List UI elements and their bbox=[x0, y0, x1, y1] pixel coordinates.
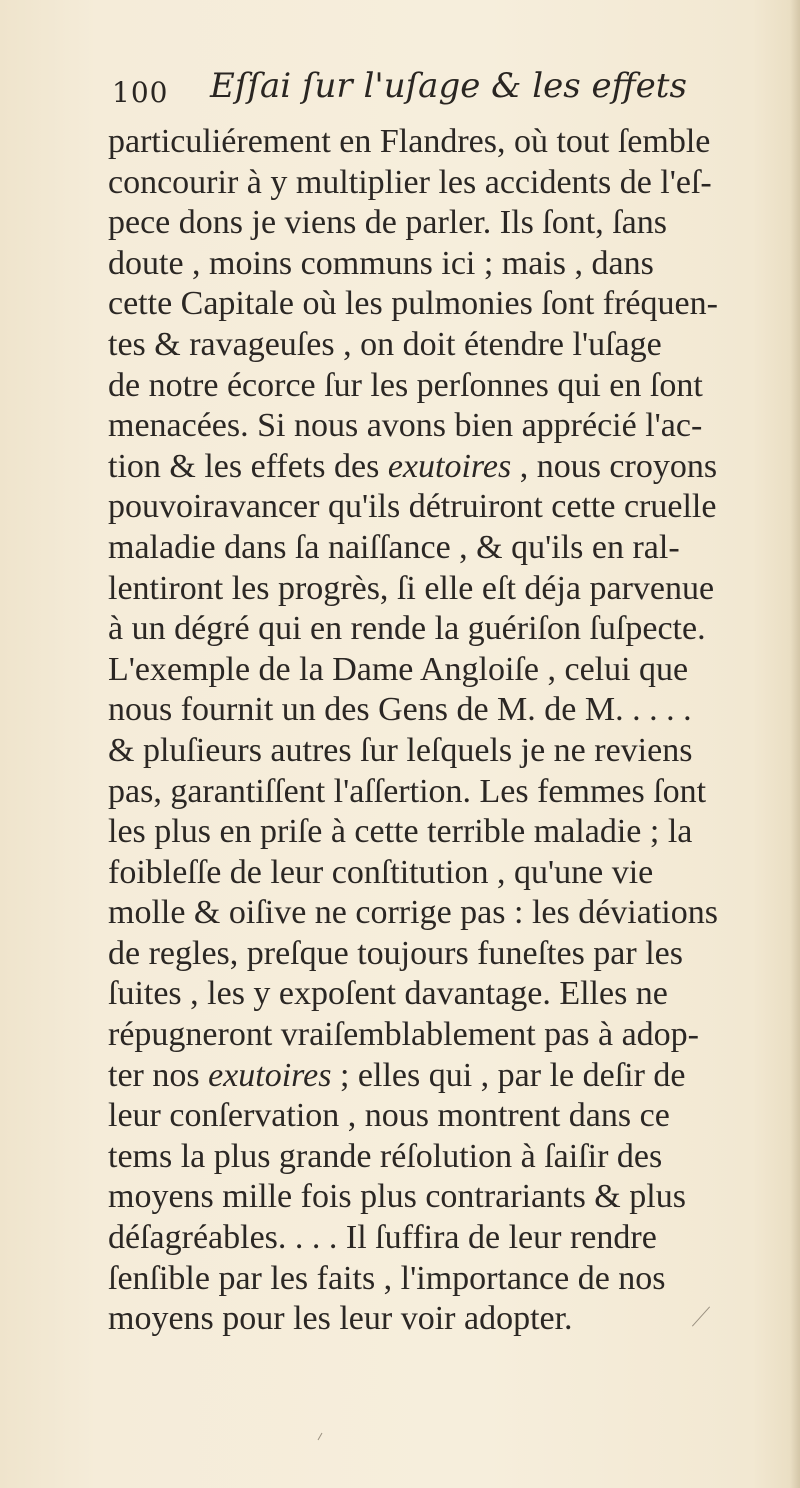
text-line: particuliérement en Flandres, où tout ſemble bbox=[108, 123, 711, 160]
text-line: menacées. Si nous avons bien apprécié l'ac- bbox=[108, 407, 703, 445]
text-line: ſenſible par les faits , l'importance de nos bbox=[108, 1259, 666, 1297]
text-line: ſuites , les y expoſent davantage. Elles ne bbox=[108, 975, 668, 1013]
running-title: Eſſai ſur l'uſage & les effets bbox=[210, 66, 687, 106]
body-text bbox=[108, 122, 788, 1340]
text-line: tems la plus grande réſolution à ſaiſir des bbox=[108, 1137, 663, 1175]
text-line: maladie dans ſa naiſſance , & qu'ils en ral- bbox=[108, 528, 680, 566]
text-line bbox=[108, 1056, 788, 1097]
text-line: à un dégré qui en rende la guériſon ſuſpecte. bbox=[108, 610, 706, 648]
text-line: moyens pour les leur voir adopter. bbox=[108, 1300, 573, 1338]
text-line: pas, garantiſſent l'aſſertion. Les femmes ſont bbox=[108, 772, 707, 810]
text-segment: ; elles qui , par le deſir de bbox=[331, 1056, 686, 1094]
text-line: doute , moins communs ici ; mais , dans bbox=[108, 244, 654, 282]
text-segment: ter nos bbox=[108, 1056, 209, 1094]
page-number: 100 bbox=[112, 76, 169, 109]
text-line: & pluſieurs autres ſur leſquels je ne reviens bbox=[108, 731, 693, 769]
text-line: concourir à y multiplier les accidents de l'eſ- bbox=[108, 163, 712, 201]
italic-word: exutoires bbox=[208, 1056, 332, 1094]
text-line: nous fournit un des Gens de M. de M. . . . . bbox=[108, 691, 692, 729]
text-line: leur conſervation , nous montrent dans ce bbox=[108, 1097, 670, 1135]
text-line: pouvoiravancer qu'ils détruiront cette cruelle bbox=[108, 488, 717, 526]
text-line: les plus en priſe à cette terrible maladie ; la bbox=[108, 813, 693, 851]
text-line bbox=[108, 447, 788, 488]
text-line: tes & ravageuſes , on doit étendre l'uſage bbox=[108, 325, 662, 363]
text-line: L'exemple de la Dame Angloiſe , celui que bbox=[108, 650, 689, 688]
text-line: de notre écorce ſur les perſonnes qui en ſont bbox=[108, 366, 703, 404]
text-line: cette Capitale où les pulmonies ſont fréquen- bbox=[108, 285, 718, 323]
page-header bbox=[112, 66, 732, 126]
text-line: moyens mille fois plus contrariants & plus bbox=[108, 1178, 686, 1216]
text-line: molle & oiſive ne corrige pas : les déviations bbox=[108, 894, 718, 932]
italic-word: exutoires bbox=[387, 447, 512, 485]
text-line: déſagréables. . . . Il ſuffira de leur rendre bbox=[108, 1219, 657, 1257]
text-segment: tion & les effets des bbox=[108, 447, 388, 485]
text-line: lentiront les progrès, ſi elle eſt déja parvenue bbox=[108, 569, 715, 607]
text-line: répugneront vraiſemblablement pas à adop- bbox=[108, 1016, 699, 1054]
text-line: de regles, preſque toujours funeſtes par les bbox=[108, 934, 683, 972]
page-edge-shadow bbox=[790, 0, 800, 1488]
text-line: pece dons je viens de parler. Ils ſont, ſans bbox=[108, 204, 667, 242]
text-line: foibleſſe de leur conſtitution , qu'une vie bbox=[108, 853, 654, 891]
text-segment: , nous croyons bbox=[511, 447, 718, 485]
ink-mark bbox=[318, 1433, 323, 1440]
